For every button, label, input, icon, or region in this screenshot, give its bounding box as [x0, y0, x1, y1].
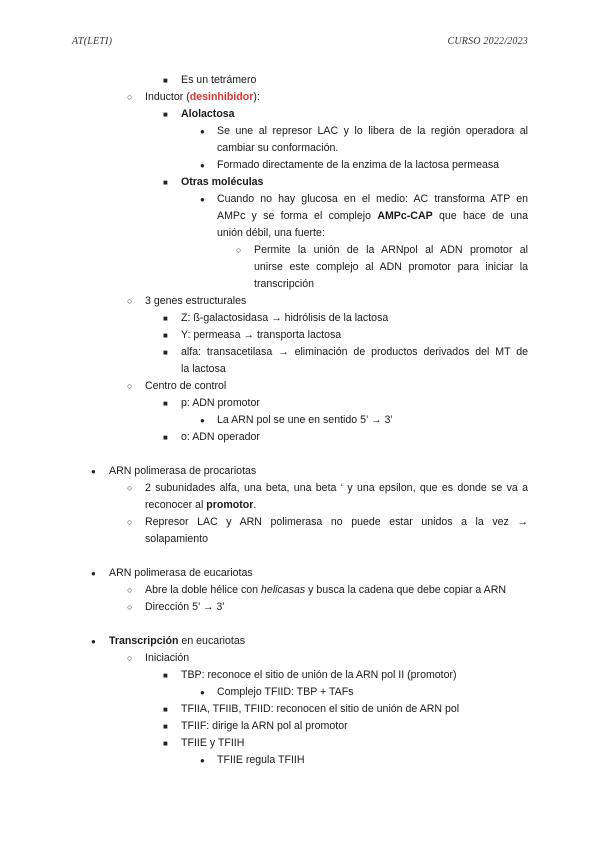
- header-right: CURSO 2022/2023: [447, 36, 528, 47]
- square-bullet-icon: ■: [163, 178, 168, 187]
- text-line: AMPc y se forma el complejo AMPc-CAP que hace de una: [217, 210, 528, 222]
- text-line: TFIIE regula TFIIH: [217, 754, 305, 766]
- text-line: Y: permeasa → transporta lactosa: [181, 329, 342, 341]
- text-line: transcripción: [254, 278, 315, 290]
- text-line: unión débil, una fuerte:: [217, 227, 325, 239]
- text-line: TFIIF: dirige la ARN pol al promotor: [181, 720, 348, 732]
- square-bullet-icon: ■: [163, 739, 168, 748]
- disc-bullet-icon: ●: [200, 756, 205, 765]
- text-line: Cuando no hay glucosa en el medio: AC transforma ATP en: [217, 193, 528, 205]
- square-bullet-icon: ■: [163, 399, 168, 408]
- text-line: alfa: transacetilasa → eliminación de productos derivados del MT de: [181, 346, 528, 358]
- square-bullet-icon: ■: [163, 348, 168, 357]
- circle-bullet-icon: ○: [127, 517, 133, 527]
- text-line: Abre la doble hélice con helicasas y busca la cadena que debe copiar a ARN: [145, 584, 507, 596]
- text-line: cambiar su conformación.: [217, 142, 339, 154]
- circle-bullet-icon: ○: [127, 92, 133, 102]
- text-line: Complejo TFIID: TBP + TAFs: [217, 686, 354, 698]
- disc-bullet-icon: ●: [91, 569, 96, 578]
- circle-bullet-icon: ○: [127, 653, 133, 663]
- circle-bullet-icon: ○: [127, 296, 133, 306]
- text-line: Permite la unión de la ARNpol al ADN promotor al: [254, 244, 528, 256]
- text-line: reconocer al promotor.: [145, 499, 257, 511]
- square-bullet-icon: ■: [163, 433, 168, 442]
- text-line: Otras moléculas: [181, 176, 264, 188]
- header-left: AT(LETI): [72, 36, 113, 47]
- disc-bullet-icon: ●: [200, 416, 205, 425]
- disc-bullet-icon: ●: [200, 127, 205, 136]
- square-bullet-icon: ■: [163, 110, 168, 119]
- square-bullet-icon: ■: [163, 671, 168, 680]
- text-line: solapamiento: [145, 533, 209, 545]
- text-line: Inductor (desinhibidor):: [145, 91, 260, 103]
- text-line: Centro de control: [145, 380, 227, 392]
- square-bullet-icon: ■: [163, 705, 168, 714]
- text-line: 3 genes estructurales: [145, 295, 247, 307]
- square-bullet-icon: ■: [163, 722, 168, 731]
- text-line: Iniciación: [145, 652, 190, 664]
- text-line: TFIIA, TFIIB, TFIID: reconocen el sitio de unión de ARN pol: [181, 703, 460, 715]
- section-heading: ARN polimerasa de procariotas: [109, 465, 257, 477]
- text-line: Alolactosa: [181, 108, 235, 120]
- disc-bullet-icon: ●: [200, 195, 205, 204]
- disc-bullet-icon: ●: [200, 161, 205, 170]
- text-line: TFIIE y TFIIH: [181, 737, 245, 749]
- disc-bullet-icon: ●: [200, 688, 205, 697]
- circle-bullet-icon: ○: [127, 585, 133, 595]
- disc-bullet-icon: ●: [91, 637, 96, 646]
- section-heading: ARN polimerasa de eucariotas: [109, 567, 253, 579]
- section-heading: Transcripción en eucariotas: [109, 635, 246, 647]
- text-line: La ARN pol se une en sentido 5’ → 3’: [217, 414, 393, 426]
- text-line: TBP: reconoce el sitio de unión de la ARN pol II (promotor): [181, 669, 457, 681]
- square-bullet-icon: ■: [163, 331, 168, 340]
- text-line: p: ADN promotor: [181, 397, 260, 409]
- text-line: Es un tetrámero: [181, 74, 257, 86]
- text-line: Z: ß-galactosidasa → hidrólisis de la lactosa: [181, 312, 389, 324]
- square-bullet-icon: ■: [163, 76, 168, 85]
- text-line: Dirección 5’ → 3’: [145, 601, 225, 613]
- circle-bullet-icon: ○: [127, 602, 133, 612]
- square-bullet-icon: ■: [163, 314, 168, 323]
- text-line: Se une al represor LAC y lo libera de la región operadora al: [217, 125, 528, 137]
- disc-bullet-icon: ●: [91, 467, 96, 476]
- circle-bullet-icon: ○: [236, 245, 242, 255]
- text-line: o: ADN operador: [181, 431, 260, 443]
- circle-bullet-icon: ○: [127, 483, 133, 493]
- text-line: unirse este complejo al ADN promotor para iniciar la: [254, 261, 528, 273]
- text-line: Represor LAC y ARN polimerasa no puede estar unidos a la vez →: [145, 516, 528, 528]
- text-line: la lactosa: [181, 363, 226, 375]
- circle-bullet-icon: ○: [127, 381, 133, 391]
- text-line: 2 subunidades alfa, una beta, una beta ‘ y una epsilon, que es donde se va a: [145, 482, 528, 494]
- text-line: Formado directamente de la enzima de la lactosa permeasa: [217, 159, 500, 171]
